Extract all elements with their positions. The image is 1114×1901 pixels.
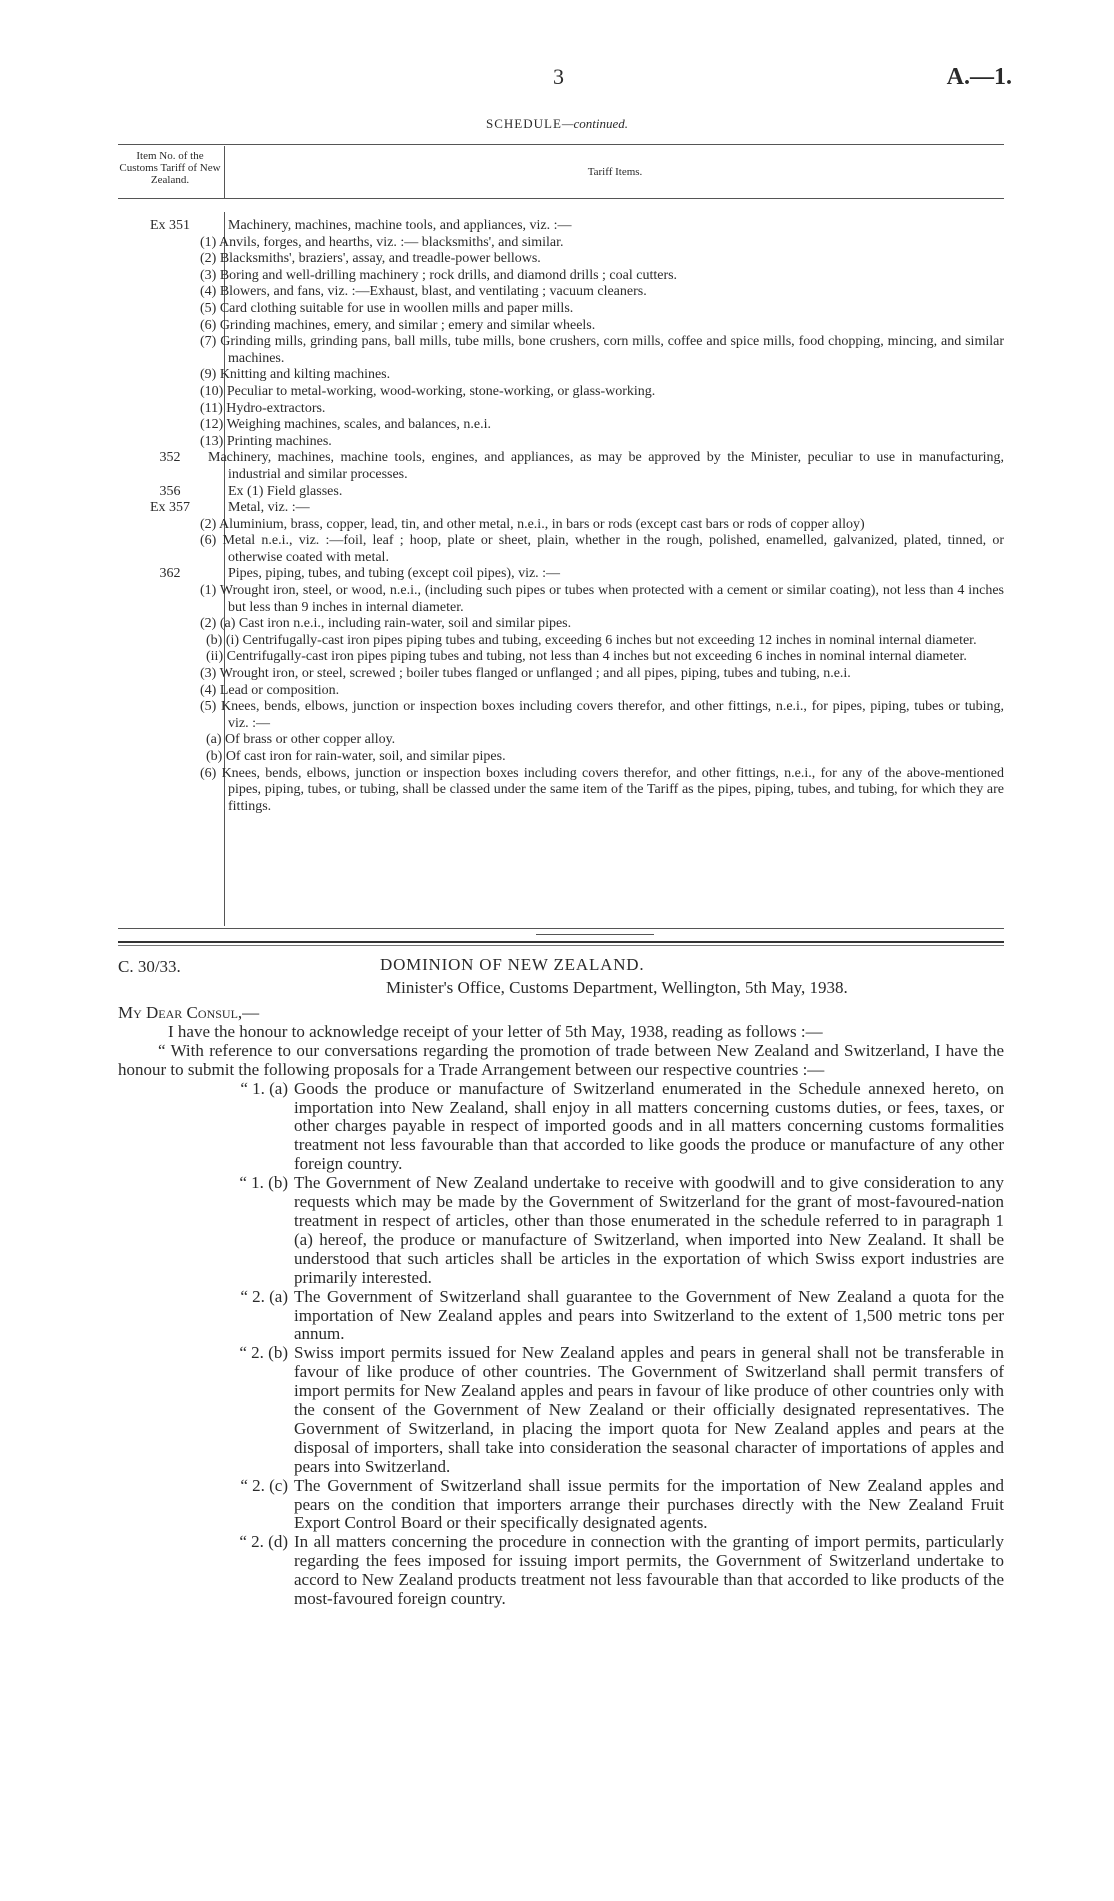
schedule-row [118, 484, 1004, 501]
table-column-divider-header [224, 146, 225, 198]
schedule-row [118, 401, 1004, 418]
schedule-row [118, 218, 1004, 235]
schedule-row [118, 251, 1004, 268]
schedule-row [118, 434, 1004, 451]
letter-title: DOMINION OF NEW ZEALAND. [380, 955, 645, 974]
letter-paragraph [118, 1477, 1004, 1534]
schedule-row [118, 766, 1004, 816]
table-top-rule [118, 144, 1004, 145]
schedule-item-text: Machinery, machines, machine tools, and appliances, viz. :— [228, 218, 572, 233]
paragraph-text: Swiss import permits issued for New Zealand apples and pears in general shall not be transferable in favour of like produce of other countries. The Government of Switzerland shall permit transfers of import permits for New Zealand apples and pears in favour of like produce of other countries only with the consent of the Government of New Zealand or their officially designated representatives. The Government of Switzerland, in placing the import quota for New Zealand apples and pears at the disposal of importers, shall take into consideration the seasonal character of importations of apples and pears into Switzerland. [294, 1343, 1004, 1476]
schedule-item-text: Pipes, piping, tubes, and tubing (except coil pipes), viz. :— [228, 566, 561, 582]
letter-paragraph [118, 1080, 1004, 1175]
schedule-item-text: (12) Weighing machines, scales, and balances, n.e.i. [200, 417, 491, 433]
paragraph-label: “ 1. (b) [239, 1173, 288, 1193]
schedule-row [118, 334, 1004, 367]
schedule-item-number: Ex 351 [149, 218, 191, 233]
schedule-item-text: (11) Hydro-extractors. [200, 400, 326, 416]
schedule-row [118, 268, 1004, 285]
paragraph-label: “ 2. (a) [240, 1286, 288, 1306]
schedule-title-text: SCHEDULE [486, 116, 562, 131]
schedule-item-text: (b) Of cast iron for rain-water, soil, and similar pipes. [206, 749, 506, 764]
schedule-body [118, 218, 1004, 815]
schedule-item-text: Ex (1) Field glasses. [228, 483, 343, 499]
column-header-tariff-items: Tariff Items. [587, 166, 643, 178]
schedule-row [118, 583, 1004, 616]
schedule-item-text: (1) Wrought iron, steel, or wood, n.e.i., (including such pipes or tubes when protected with a cement or similar coating), not less than 4 inches but less than 9 inches in internal diameter. [200, 583, 1004, 615]
schedule-row [118, 318, 1004, 335]
page-number: 3 [553, 64, 564, 89]
letter-paragraph [118, 1174, 1004, 1287]
schedule-item-text: Metal, viz. :— [228, 500, 310, 516]
schedule-row [118, 616, 1004, 633]
schedule-row [118, 699, 1004, 732]
schedule-item-text: (2) Blacksmiths', braziers', assay, and treadle-power bellows. [200, 251, 541, 267]
schedule-item-text: (6) Knees, bends, elbows, junction or inspection boxes including covers therefor, and other fittings, n.e.i., for any of the above-mentioned pipes, piping, tubes, or tubing, shall be classed under the same item of the Tariff as the pipes, piping, tubes, and tubing, for which they are fittings. [200, 765, 1004, 814]
schedule-item-text: (2) (a) Cast iron n.e.i., including rain-water, soil and similar pipes. [200, 616, 572, 632]
schedule-row [118, 683, 1004, 700]
schedule-row [118, 649, 1004, 666]
schedule-item-text: (1) Anvils, forges, and hearths, viz. :— blacksmiths', and similar. [200, 234, 564, 250]
schedule-item-text: (9) Knitting and kilting machines. [200, 367, 391, 383]
letter-reference: C. 30/33. [118, 957, 181, 976]
schedule-item-text: (10) Peculiar to metal-working, wood-working, stone-working, or glass-working. [200, 383, 656, 399]
table-header-rule [118, 198, 1004, 199]
schedule-item-text: (3) Boring and well-drilling machinery ; rock drills, and diamond drills ; coal cutters. [200, 267, 678, 283]
letter-office-line: Minister's Office, Customs Department, Wellington, 5th May, 1938. [386, 978, 848, 997]
separator-thick [118, 941, 1004, 943]
table-bottom-rule [118, 928, 1004, 929]
schedule-row [118, 517, 1004, 534]
schedule-row [118, 450, 1004, 483]
separator-short [536, 934, 654, 935]
paragraph-text: The Government of Switzerland shall guarantee to the Government of New Zealand a quota for the importation of New Zealand apples and pears into Switzerland to the extent of 1,500 metric tons per annum. [294, 1286, 1004, 1344]
schedule-title-suffix: —continued. [561, 116, 628, 131]
column-header-item-number: Item No. of the Customs Tariff of New Zealand. [119, 150, 221, 186]
schedule-item-number: 362 [159, 566, 181, 582]
paragraph-label: “ 2. (d) [239, 1532, 288, 1552]
paragraph-text: The Government of Switzerland shall issue permits for the importation of New Zealand apples and pears on the condition that importers arrange their purchases directly with the New Zealand Fruit Export Control Board or their specifically designated agents. [294, 1475, 1004, 1533]
letter-salutation: My Dear Consul,— [118, 1003, 260, 1022]
letter-paragraph [118, 1344, 1004, 1476]
paragraph-label: “ 2. (c) [240, 1475, 288, 1495]
letter-paragraph [118, 1288, 1004, 1345]
schedule-row [118, 417, 1004, 434]
schedule-item-text: (13) Printing machines. [200, 433, 332, 449]
schedule-item-text: (5) Card clothing suitable for use in woollen mills and paper mills. [200, 300, 574, 316]
schedule-item-number: 352 [159, 450, 181, 466]
paragraph-text: Goods the produce or manufacture of Switzerland enumerated in the Schedule annexed hereto, on importation into New Zealand, shall enjoy in all matters concerning customs duties, or fees, taxes, or other charges payable in respect of imported goods and in all matters concerning customs formalities treatment not less favourable than that accorded to like goods the produce or manufacture of any other foreign country. [294, 1078, 1004, 1174]
paragraph-text: The Government of New Zealand undertake to receive with goodwill and to give consideration to any requests which may be made by the Government of Switzerland for the grant of most-favoured-nation treatment in respect of articles, other than those enumerated in the schedule referred to in paragraph 1 (a) hereof, the produce or manufacture of Switzerland, when imported into New Zealand. It shall be understood that such articles shall be articles in the exportation of which Swiss export industries are primarily interested. [294, 1173, 1004, 1287]
schedule-row [118, 384, 1004, 401]
schedule-item-text: (6) Metal n.e.i., viz. :—foil, leaf ; hoop, plate or sheet, plain, whether in the rough, polished, enamelled, galvanized, plated, tinned, or otherwise coated with metal. [200, 533, 1004, 565]
schedule-item-text: (7) Grinding mills, grinding pans, ball mills, tube mills, bone crushers, corn mills, coffee and spice mills, food chopping, mincing, and similar machines. [200, 334, 1004, 366]
schedule-row [118, 284, 1004, 301]
letter-intro: I have the honour to acknowledge receipt of your letter of 5th May, 1938, reading as follows :— [168, 1021, 823, 1041]
letter-body [118, 1004, 1004, 1609]
schedule-row [118, 301, 1004, 318]
letter-paragraph [118, 1533, 1004, 1609]
schedule-item-text: (b) (i) Centrifugally-cast iron pipes piping tubes and tubing, exceeding 6 inches but not exceeding 12 inches in nominal internal diameter. [206, 632, 977, 648]
schedule-row [118, 533, 1004, 566]
schedule-item-text: (4) Lead or composition. [200, 682, 340, 698]
schedule-item-text: (2) Aluminium, brass, copper, lead, tin, and other metal, n.e.i., in bars or rods (except cast bars or rods of copper alloy) [200, 516, 865, 532]
paragraph-label: “ 2. (b) [239, 1343, 288, 1363]
letter-paragraphs [118, 1080, 1004, 1609]
schedule-item-text: (ii) Centrifugally-cast iron pipes piping tubes and tubing, not less than 4 inches but not exceeding 6 inches in nominal internal diameter. [206, 649, 967, 665]
separator-thin [118, 945, 1004, 946]
paragraph-label: “ 1. (a) [240, 1078, 288, 1098]
schedule-row [118, 666, 1004, 683]
schedule-item-text: (4) Blowers, and fans, viz. :—Exhaust, blast, and ventilating ; vacuum cleaners. [200, 284, 647, 300]
schedule-row [118, 235, 1004, 252]
schedule-item-text: (5) Knees, bends, elbows, junction or inspection boxes including covers therefor, and other fittings, n.e.i., for pipes, piping, tubes or tubing, viz. :— [200, 699, 1004, 731]
schedule-item-text: (a) Of brass or other copper alloy. [206, 732, 396, 748]
paper-reference: A.—1. [946, 64, 1012, 90]
schedule-row [118, 367, 1004, 384]
schedule-item-text: Machinery, machines, machine tools, engines, and appliances, as may be approved by the Minister, peculiar to use in manufacturing, industrial and similar processes. [208, 450, 1004, 482]
schedule-row [118, 500, 1004, 517]
schedule-item-number: 356 [159, 483, 181, 499]
paragraph-text: In all matters concerning the procedure in connection with the granting of import permits, particularly regarding the fees imposed for issuing import permits, the Government of Switzerland undertake to accord to New Zealand products treatment not less favourable than that accorded to like products of the most-favoured foreign country. [294, 1532, 1004, 1609]
schedule-item-text: (6) Grinding machines, emery, and similar ; emery and similar wheels. [200, 317, 596, 333]
letter-quote-intro: “ With reference to our conversations regarding the promotion of trade between New Zealand and Switzerland, I have the honour to submit the following proposals for a Trade Arrangement between our respective countries :— [118, 1040, 1004, 1079]
schedule-title [0, 116, 1114, 132]
schedule-row [118, 566, 1004, 583]
schedule-row [118, 749, 1004, 766]
schedule-item-text: (3) Wrought iron, or steel, screwed ; boiler tubes flanged or unflanged ; and all pipes, piping, tubes and tubing, n.e.i. [200, 666, 851, 682]
schedule-row [118, 633, 1004, 650]
schedule-item-number: Ex 357 [149, 500, 191, 516]
schedule-row [118, 732, 1004, 749]
